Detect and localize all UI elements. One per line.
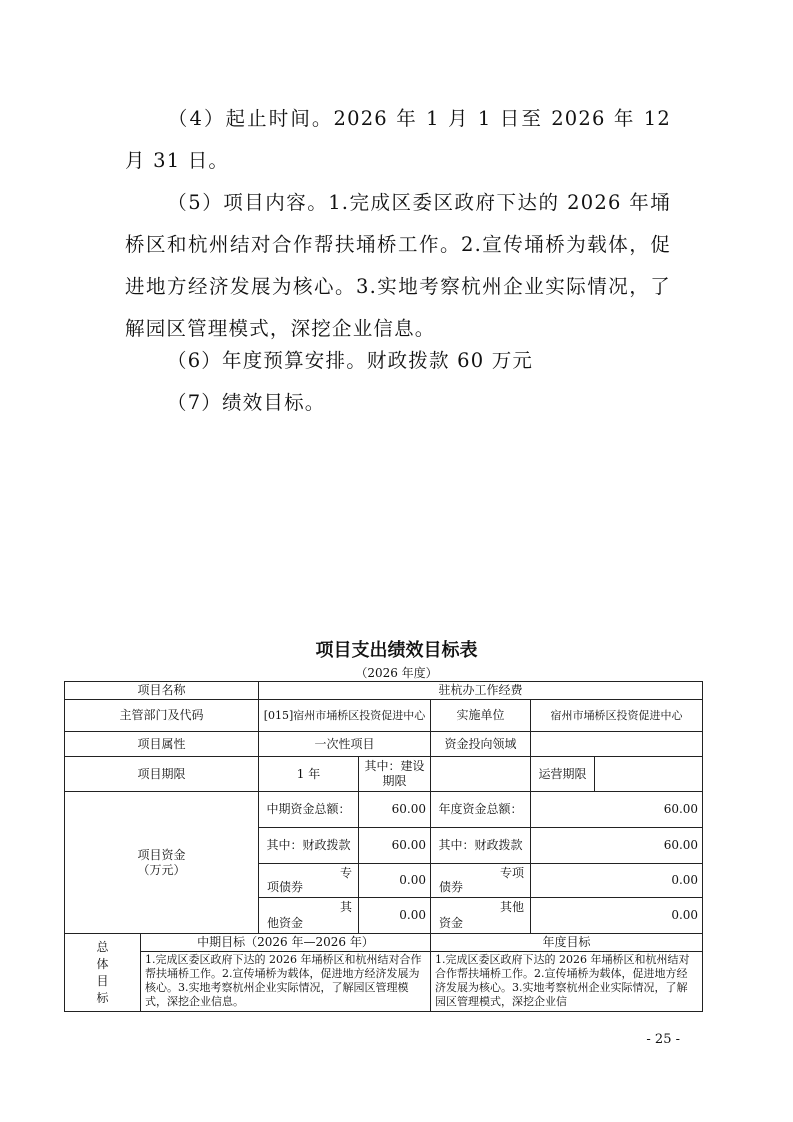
mid-bond-label-bottom: 项债券 — [267, 880, 304, 894]
build-period-value — [431, 757, 531, 792]
dept-label: 主管部门及代码 — [65, 700, 259, 732]
annual-other-label-top: 其他 — [500, 900, 525, 914]
mid-goal-header: 中期目标（2026 年—2026 年） — [141, 934, 431, 952]
performance-goal-table — [64, 681, 703, 1012]
table-title: 项目支出绩效目标表 — [315, 640, 478, 661]
mid-other-value: 0.00 — [359, 898, 431, 934]
annual-total-value: 60.00 — [531, 792, 703, 828]
mid-fiscal-label: 其中：财政拨款 — [259, 828, 359, 864]
mid-bond-label-top: 专 — [340, 866, 353, 880]
mid-other-label-top: 其 — [340, 900, 353, 914]
funds-label-text: 项目资金（万元） — [137, 847, 186, 877]
paragraph-text: （4）起止时间。2026 年 1 月 1 日至 2026 年 12 月 31 日。 — [125, 107, 671, 172]
project-period-value: 1 年 — [259, 757, 359, 792]
dept-value: [015]宿州市埇桥区投资促进中心 — [259, 700, 431, 732]
project-period-label: 项目期限 — [65, 757, 259, 792]
annual-fiscal-value: 60.00 — [531, 828, 703, 864]
paragraph-text: （7）绩效目标。 — [167, 391, 326, 414]
mid-total-value: 60.00 — [359, 792, 431, 828]
annual-bond-label-bottom: 债券 — [439, 880, 464, 894]
annual-total-label: 年度资金总额： — [431, 792, 531, 828]
mid-bond-label — [259, 864, 359, 898]
mid-bond-value: 0.00 — [359, 864, 431, 898]
fund-field-value — [531, 732, 703, 757]
fund-field-label: 资金投向领域 — [431, 732, 531, 757]
paragraph-annual-budget — [125, 340, 671, 382]
paragraph-start-end-time — [125, 98, 671, 182]
mid-total-label: 中期资金总额： — [259, 792, 359, 828]
annual-other-label — [431, 898, 531, 934]
mid-goal-text: 1.完成区委区政府下达的 2026 年埇桥区和杭州结对合作帮扶埇桥工作。2.宣传埇桥为载体，促进地方经济发展为核心。3.实地考察杭州企业实际情况，了解园区管理模式，深挖企业信息。 — [141, 952, 431, 1012]
page-number: - 25 - — [646, 1032, 680, 1047]
annual-other-label-bottom: 资金 — [439, 916, 464, 930]
paragraph-performance-goals — [125, 382, 671, 424]
annual-other-value: 0.00 — [531, 898, 703, 934]
overall-goal-label — [65, 934, 141, 1012]
mid-fiscal-value: 60.00 — [359, 828, 431, 864]
paragraph-project-content — [125, 182, 671, 350]
annual-fiscal-label: 其中：财政拨款 — [431, 828, 531, 864]
paragraph-text: （6）年度预算安排。财政拨款 60 万元 — [167, 349, 534, 372]
mid-other-label-bottom: 他资金 — [267, 916, 304, 930]
table-subtitle: （2026 年度） — [355, 666, 438, 680]
annual-bond-label — [431, 864, 531, 898]
project-attr-label: 项目属性 — [65, 732, 259, 757]
ops-period-label: 运营期限 — [531, 757, 595, 792]
annual-bond-label-top: 专项 — [500, 866, 525, 880]
annual-bond-value: 0.00 — [531, 864, 703, 898]
project-name-label: 项目名称 — [65, 682, 259, 700]
annual-goal-header: 年度目标 — [431, 934, 703, 952]
mid-other-label — [259, 898, 359, 934]
project-attr-value: 一次性项目 — [259, 732, 431, 757]
ops-period-value — [595, 757, 703, 792]
paragraph-text: （5）项目内容。1.完成区委区政府下达的 2026 年埇桥区和杭州结对合作帮扶埇桥工作。2.宣传埇桥为载体，促进地方经济发展为核心。3.实地考察杭州企业实际情况，了解园区管理模式，深挖企业信息。 — [125, 191, 671, 340]
impl-unit-label: 实施单位 — [431, 700, 531, 732]
annual-goal-text: 1.完成区委区政府下达的 2026 年埇桥区和杭州结对合作帮扶埇桥工作。2.宣传埇桥为载体，促进地方经济发展为核心。3.实地考察杭州企业实际情况，了解园区管理模式，深挖企业信 — [431, 952, 703, 1012]
impl-unit-value: 宿州市埇桥区投资促进中心 — [531, 700, 703, 732]
overall-goal-label-text: 总体目标 — [96, 939, 109, 1005]
funds-label — [65, 792, 259, 934]
project-name-value: 驻杭办工作经费 — [259, 682, 703, 700]
build-period-label: 其中：建设期限 — [359, 757, 431, 792]
